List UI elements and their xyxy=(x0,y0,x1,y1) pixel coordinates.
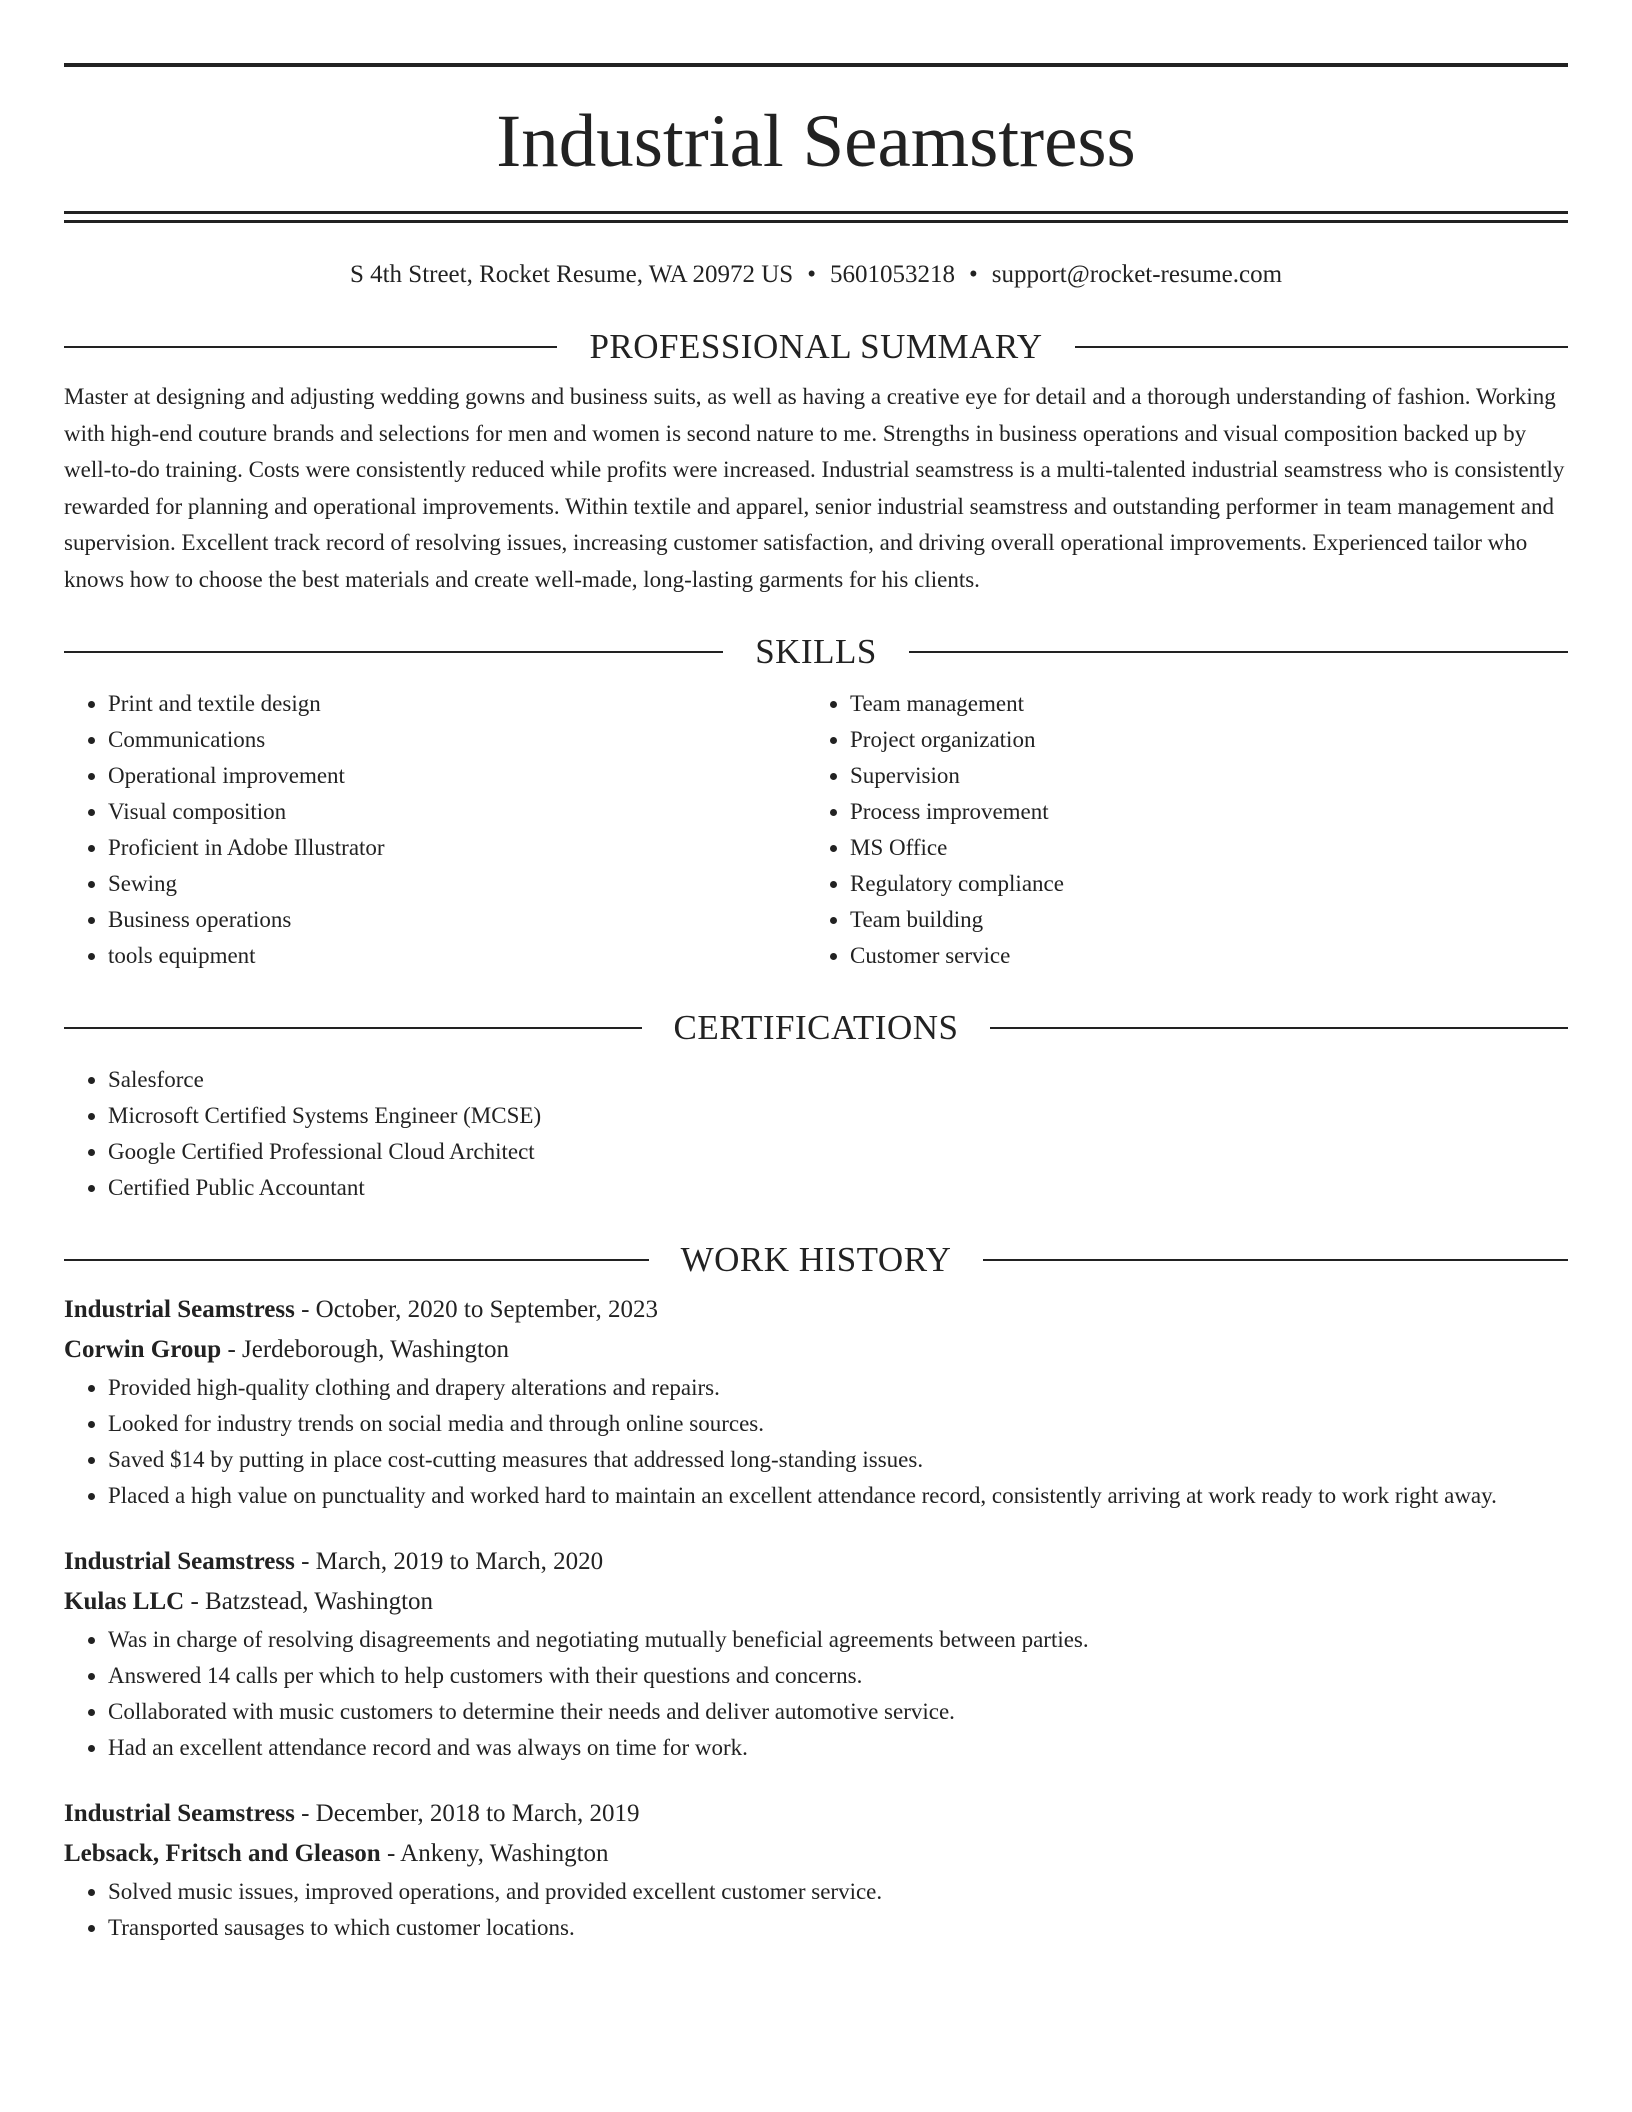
job-location: - Jerdeborough, Washington xyxy=(221,1336,509,1363)
heading-rule xyxy=(64,346,557,348)
job-title-line xyxy=(64,1794,1568,1834)
skills-list-left xyxy=(64,686,806,974)
skill-item: • Communications xyxy=(108,722,806,758)
skill-item: • Print and textile design xyxy=(108,686,806,722)
work-history-heading xyxy=(64,1238,1568,1282)
heading-rule xyxy=(64,1027,642,1029)
skills-column-left xyxy=(64,686,806,974)
skill-item: • Customer service xyxy=(850,938,1548,974)
summary-heading-text: PROFESSIONAL SUMMARY xyxy=(589,327,1043,366)
certification-item: • Certified Public Accountant xyxy=(108,1170,1568,1206)
contact-separator: • xyxy=(968,261,978,288)
job-location: - Ankeny, Washington xyxy=(380,1840,609,1867)
contact-line xyxy=(64,257,1568,293)
job-bullet: • Was in charge of resolving disagreements and negotiating mutually beneficial agreements between parties. xyxy=(108,1622,1568,1658)
skills-heading xyxy=(64,630,1568,674)
job-bullet: • Transported sausages to which customer locations. xyxy=(108,1910,1568,1946)
heading-rule xyxy=(990,1027,1568,1029)
job-company: Lebsack, Fritsch and Gleason xyxy=(64,1840,381,1867)
heading-rule xyxy=(1075,346,1568,348)
job-company: Kulas LLC xyxy=(64,1588,185,1615)
job-bullets xyxy=(64,1622,1568,1766)
skill-item: • Project organization xyxy=(850,722,1548,758)
skills-list-right xyxy=(806,686,1548,974)
job-dates: - March, 2019 to March, 2020 xyxy=(294,1548,604,1575)
skill-item: • Regulatory compliance xyxy=(850,866,1548,902)
title-double-rule xyxy=(64,211,1568,223)
skill-item: • tools equipment xyxy=(108,938,806,974)
job-bullet: • Collaborated with music customers to determine their needs and deliver automotive service. xyxy=(108,1694,1568,1730)
job-dates: - October, 2020 to September, 2023 xyxy=(294,1296,659,1323)
skill-item: • Process improvement xyxy=(850,794,1548,830)
resume-title: Industrial Seamstress xyxy=(496,100,1136,183)
skill-item: • Sewing xyxy=(108,866,806,902)
heading-rule xyxy=(64,651,723,653)
job-bullets xyxy=(64,1874,1568,1946)
job-company-line xyxy=(64,1834,1568,1874)
job-dates: - December, 2018 to March, 2019 xyxy=(294,1800,640,1827)
contact-phone: 5601053218 xyxy=(829,261,955,288)
job-entry xyxy=(64,1290,1568,1514)
summary-heading xyxy=(64,325,1568,369)
job-bullet: • Looked for industry trends on social media and through online sources. xyxy=(108,1406,1568,1442)
certifications-heading-text: CERTIFICATIONS xyxy=(673,1008,959,1047)
job-title-line xyxy=(64,1542,1568,1582)
job-entry xyxy=(64,1542,1568,1766)
heading-rule xyxy=(983,1259,1568,1261)
contact-email: support@rocket-resume.com xyxy=(991,261,1283,288)
skills-columns xyxy=(64,686,1568,974)
job-bullet: • Placed a high value on punctuality and worked hard to maintain an excellent attendance record, consistently arriving at work ready to work right away. xyxy=(108,1478,1568,1514)
skill-item: • Supervision xyxy=(850,758,1548,794)
job-bullet: • Answered 14 calls per which to help customers with their questions and concerns. xyxy=(108,1658,1568,1694)
contact-separator: • xyxy=(807,261,816,288)
resume-page xyxy=(64,63,1568,1946)
certification-item: • Salesforce xyxy=(108,1062,1568,1098)
heading-rule xyxy=(909,651,1568,653)
skill-item: • Business operations xyxy=(108,902,806,938)
skill-item: • Operational improvement xyxy=(108,758,806,794)
job-entry xyxy=(64,1794,1568,1946)
certification-item: • Google Certified Professional Cloud Architect xyxy=(108,1134,1568,1170)
job-bullet: • Saved $14 by putting in place cost-cutting measures that addressed long-standing issues. xyxy=(108,1442,1568,1478)
job-company: Corwin Group xyxy=(64,1336,222,1363)
certification-item: • Microsoft Certified Systems Engineer (MCSE) xyxy=(108,1098,1568,1134)
job-bullet: • Provided high-quality clothing and drapery alterations and repairs. xyxy=(108,1370,1568,1406)
job-company-line xyxy=(64,1582,1568,1622)
job-title: Industrial Seamstress xyxy=(64,1296,295,1323)
work-history-heading-text: WORK HISTORY xyxy=(680,1240,952,1279)
job-title: Industrial Seamstress xyxy=(64,1548,295,1575)
skills-heading-text: SKILLS xyxy=(755,632,877,671)
job-title-line xyxy=(64,1290,1568,1330)
skill-item: • Visual composition xyxy=(108,794,806,830)
skill-item: • MS Office xyxy=(850,830,1548,866)
skill-item: • Team building xyxy=(850,902,1548,938)
heading-rule xyxy=(64,1259,649,1261)
skill-item: • Proficient in Adobe Illustrator xyxy=(108,830,806,866)
top-rule xyxy=(64,63,1568,67)
contact-address: S 4th Street, Rocket Resume, WA 20972 US xyxy=(349,261,794,288)
job-bullet: • Solved music issues, improved operations, and provided excellent customer service. xyxy=(108,1874,1568,1910)
certifications-heading xyxy=(64,1006,1568,1050)
skills-column-right xyxy=(806,686,1548,974)
job-bullets xyxy=(64,1370,1568,1514)
job-bullet: • Had an excellent attendance record and was always on time for work. xyxy=(108,1730,1568,1766)
job-company-line xyxy=(64,1330,1568,1370)
job-location: - Batzstead, Washington xyxy=(184,1588,434,1615)
summary-text: Master at designing and adjusting wedding gowns and business suits, as well as having a creative eye for detail and a thorough understanding of fashion. Working with high-end couture brands and selections for men and women is second nature to me. Strengths in business operations and visual composition backed up by well-to-do training. Costs were consistently reduced while profits were increased. Industrial seamstress is a multi-talented industrial seamstress who is consistently rewarded for planning and operational improvements. Within textile and apparel, senior industrial seamstress and outstanding performer in team management and supervision. Excellent track record of resolving issues, increasing customer satisfaction, and driving overall operational improvements. Experienced tailor who knows how to choose the best materials and create well-made, long-lasting garments for his clients. xyxy=(64,384,1565,592)
job-title: Industrial Seamstress xyxy=(64,1800,295,1827)
skill-item: • Team management xyxy=(850,686,1548,722)
certifications-list-wrap xyxy=(64,1062,1568,1206)
certifications-list xyxy=(64,1062,1568,1206)
